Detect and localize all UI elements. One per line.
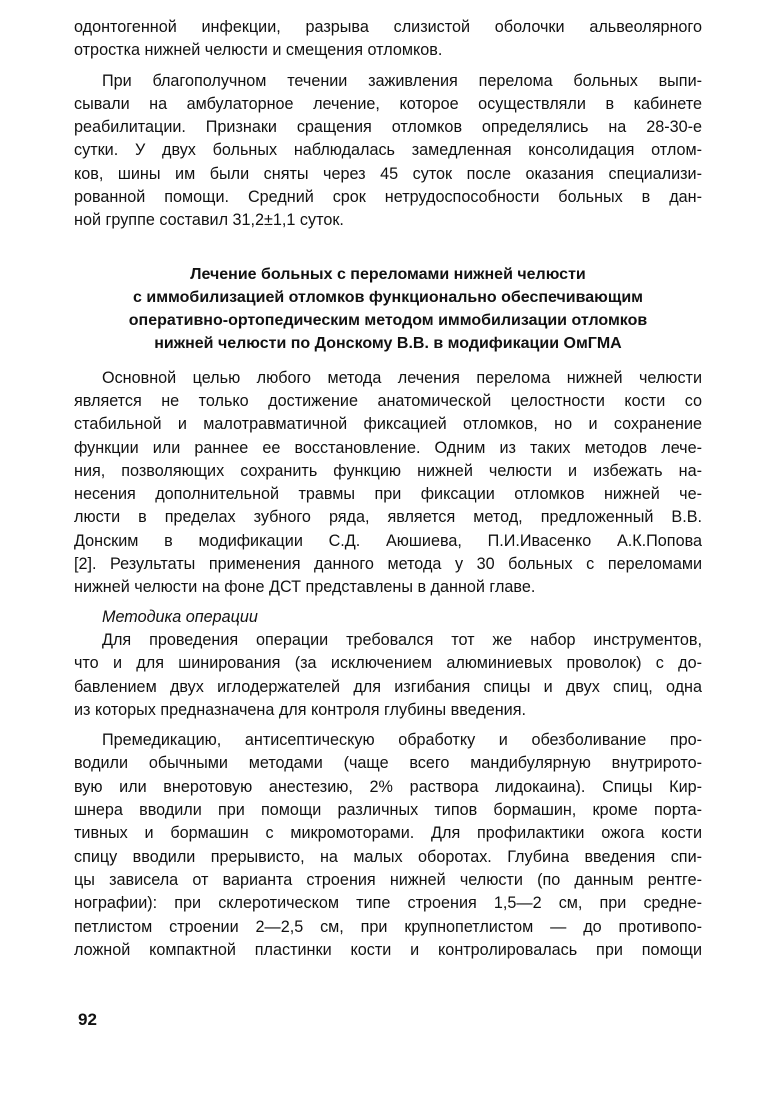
text-line: Премедикацию, антисептическую обработку и обезболивание про-: [102, 731, 702, 750]
text-line: Для проведения операции требовался тот же набор инструментов,: [102, 630, 702, 649]
text-line: из которых предназначена для контроля глубины введения.: [74, 700, 526, 719]
heading-line: нижней челюсти по Донскому В.В. в модификации ОмГМА: [154, 334, 622, 352]
subheading-method: Методика операции: [102, 607, 258, 626]
heading-line: Лечение больных с переломами нижней челюсти: [190, 265, 586, 283]
text-line: Основной целью любого метода лечения перелома нижней челюсти: [102, 368, 702, 387]
page-number: 92: [78, 1010, 97, 1029]
paragraph-rehabilitation: [74, 70, 702, 233]
text-line: нографии): при склеротическом типе строения 1,5—2 см, при средне-: [74, 894, 702, 913]
text-line: реабилитации. Признаки сращения отломков определялись на 28-30-е: [74, 118, 702, 137]
text-line: несения дополнительной травмы при фиксации отломков нижней че-: [74, 485, 702, 504]
text-line: шнера вводили при помощи различных типов бормашин, кроме порта-: [74, 801, 702, 820]
text-line: [2]. Результаты применения данного метода у 30 больных с переломами: [74, 555, 702, 574]
heading-line: с иммобилизацией отломков функционально обеспечивающим: [133, 288, 643, 306]
text-line: ложной компактной пластинки кости и контролировалась при помощи: [74, 940, 702, 959]
text-line: отростка нижней челюсти и смещения отломков.: [74, 41, 443, 60]
heading-line: оперативно-ортопедическим методом иммобилизации отломков: [128, 311, 648, 329]
text-line: вую или внеротовую анестезию, 2% раствора лидокаина). Спицы Кир-: [74, 777, 702, 796]
text-line: ной группе составил 31,2±1,1 суток.: [74, 211, 344, 230]
text-line: тивных и бормашин с микромоторами. Для профилактики ожога кости: [74, 824, 702, 843]
text-line: нижней челюсти на фоне ДСТ представлены в данной главе.: [74, 578, 536, 597]
text-line: сутки. У двух больных наблюдалась замедленная консолидация отлом-: [74, 141, 702, 160]
text-line: спицу вводили прерывисто, на малых оборотах. Глубина введения спи-: [74, 847, 702, 866]
text-line: ния, позволяющих сохранить функцию нижней челюсти и избежать на-: [74, 461, 702, 480]
text-line: рованной помощи. Средний срок нетрудоспособности больных в дан-: [74, 188, 702, 207]
text-line: водили обычными методами (чаще всего мандибулярную внутрирото-: [74, 754, 702, 773]
text-line: стабильной и малотравматичной фиксацией отломков, но и сохранение: [74, 415, 702, 434]
text-line: петлистом строении 2—2,5 см, при крупнопетлистом — до противопо-: [74, 917, 702, 936]
section-heading: [74, 263, 702, 355]
text-line: бавлением двух иглодержателей для изгибания спицы и двух спиц, одна: [74, 677, 702, 696]
text-line: что и для шинирования (за исключением алюминиевых проволок) с до-: [74, 654, 702, 673]
paragraph-premedication: [74, 729, 702, 962]
text-line: люсти в пределах зубного ряда, является метод, предложенный В.В.: [74, 508, 702, 527]
text-line: является не только достижение анатомической целостности кости со: [74, 391, 702, 410]
text-line: сывали на амбулаторное лечение, которое осуществляли в кабинете: [74, 94, 702, 113]
paragraph-continuation: [74, 16, 702, 63]
text-line: ков, шины им были сняты через 45 суток после оказания специализи-: [74, 164, 702, 183]
text-line: цы зависела от варианта строения нижней челюсти (по данным рентге-: [74, 870, 702, 889]
text-line: Донским в модификации С.Д. Аюшиева, П.И.Ивасенко А.К.Попова: [74, 531, 702, 550]
text-line: одонтогенной инфекции, разрыва слизистой оболочки альвеолярного: [74, 18, 702, 36]
page-body: [74, 16, 702, 962]
text-line: функции или раннее ее восстановление. Одним из таких методов лече-: [74, 438, 702, 457]
paragraph-method-goal: [74, 367, 702, 600]
paragraph-instruments: [74, 629, 702, 722]
text-line: При благополучном течении заживления перелома больных выпи-: [102, 71, 702, 90]
